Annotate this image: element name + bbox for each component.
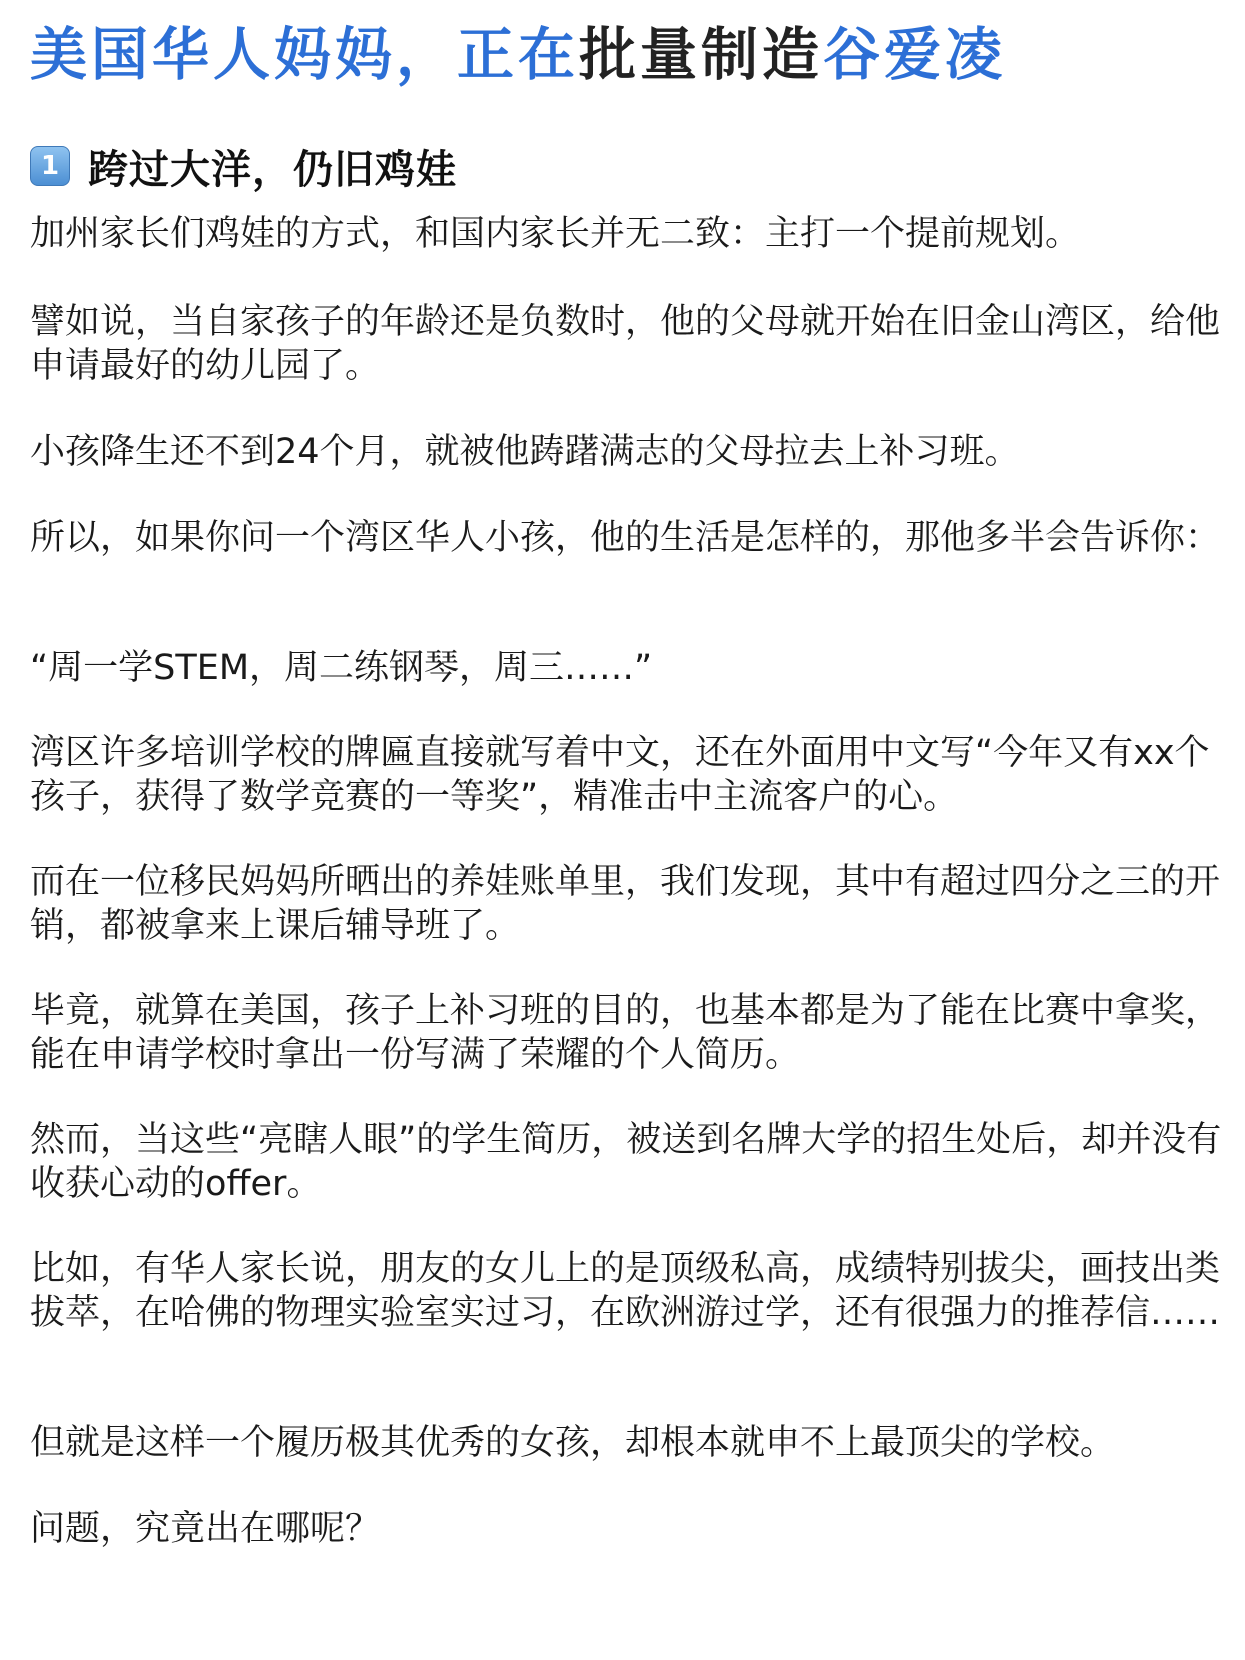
section-heading [30,138,457,194]
quote-paragraph: “周一学STEM，周二练钢琴，周三……” [30,648,653,688]
paragraph: 譬如说，当自家孩子的年龄还是负数时，他的父母就开始在旧金山湾区，给他申请最好的幼儿园了。 [30,302,1221,386]
article-title [30,14,1006,96]
article [30,0,1235,1660]
section-title: 跨过大洋，仍旧鸡娃 [88,146,457,193]
paragraph: 然而，当这些“亮瞎人眼”的学生简历，被送到名牌大学的招生处后，却并没有收获心动的offer。 [30,1120,1222,1204]
paragraph: 而在一位移民妈妈所晒出的养娃账单里，我们发现，其中有超过四分之三的开销，都被拿来上课后辅导班了。 [30,862,1221,946]
paragraph: 比如，有华人家长说，朋友的女儿上的是顶级私高，成绩特别拔尖，画技出类拔萃，在哈佛的物理实验室实过习，在欧洲游过学，还有很强力的推荐信…… [30,1249,1221,1333]
paragraph: 小孩降生还不到24个月，就被他踌躇满志的父母拉去上补习班。 [30,432,1020,472]
paragraph: 所以，如果你问一个湾区华人小孩，他的生活是怎样的，那他多半会告诉你： [30,518,1221,558]
title-part-plain: 批量制造 [579,22,823,88]
paragraph: 湾区许多培训学校的牌匾直接就写着中文，还在外面用中文写“今年又有xx个孩子，获得了数学竞赛的一等奖”，精准击中主流客户的心。 [30,733,1210,817]
title-part-highlight-2: 谷爱凌 [823,22,1006,88]
title-part-highlight-1: 美国华人妈妈，正在 [30,22,579,88]
number-one-icon: 1 [30,146,70,186]
paragraph: 毕竟，就算在美国，孩子上补习班的目的，也基本都是为了能在比赛中拿奖，能在申请学校时拿出一份写满了荣耀的个人简历。 [30,991,1221,1075]
closing-question: 问题，究竟出在哪呢？ [30,1509,381,1549]
paragraph: 但就是这样一个履历极其优秀的女孩，却根本就申不上最顶尖的学校。 [30,1423,1116,1463]
paragraph: 加州家长们鸡娃的方式，和国内家长并无二致：主打一个提前规划。 [30,214,1081,254]
